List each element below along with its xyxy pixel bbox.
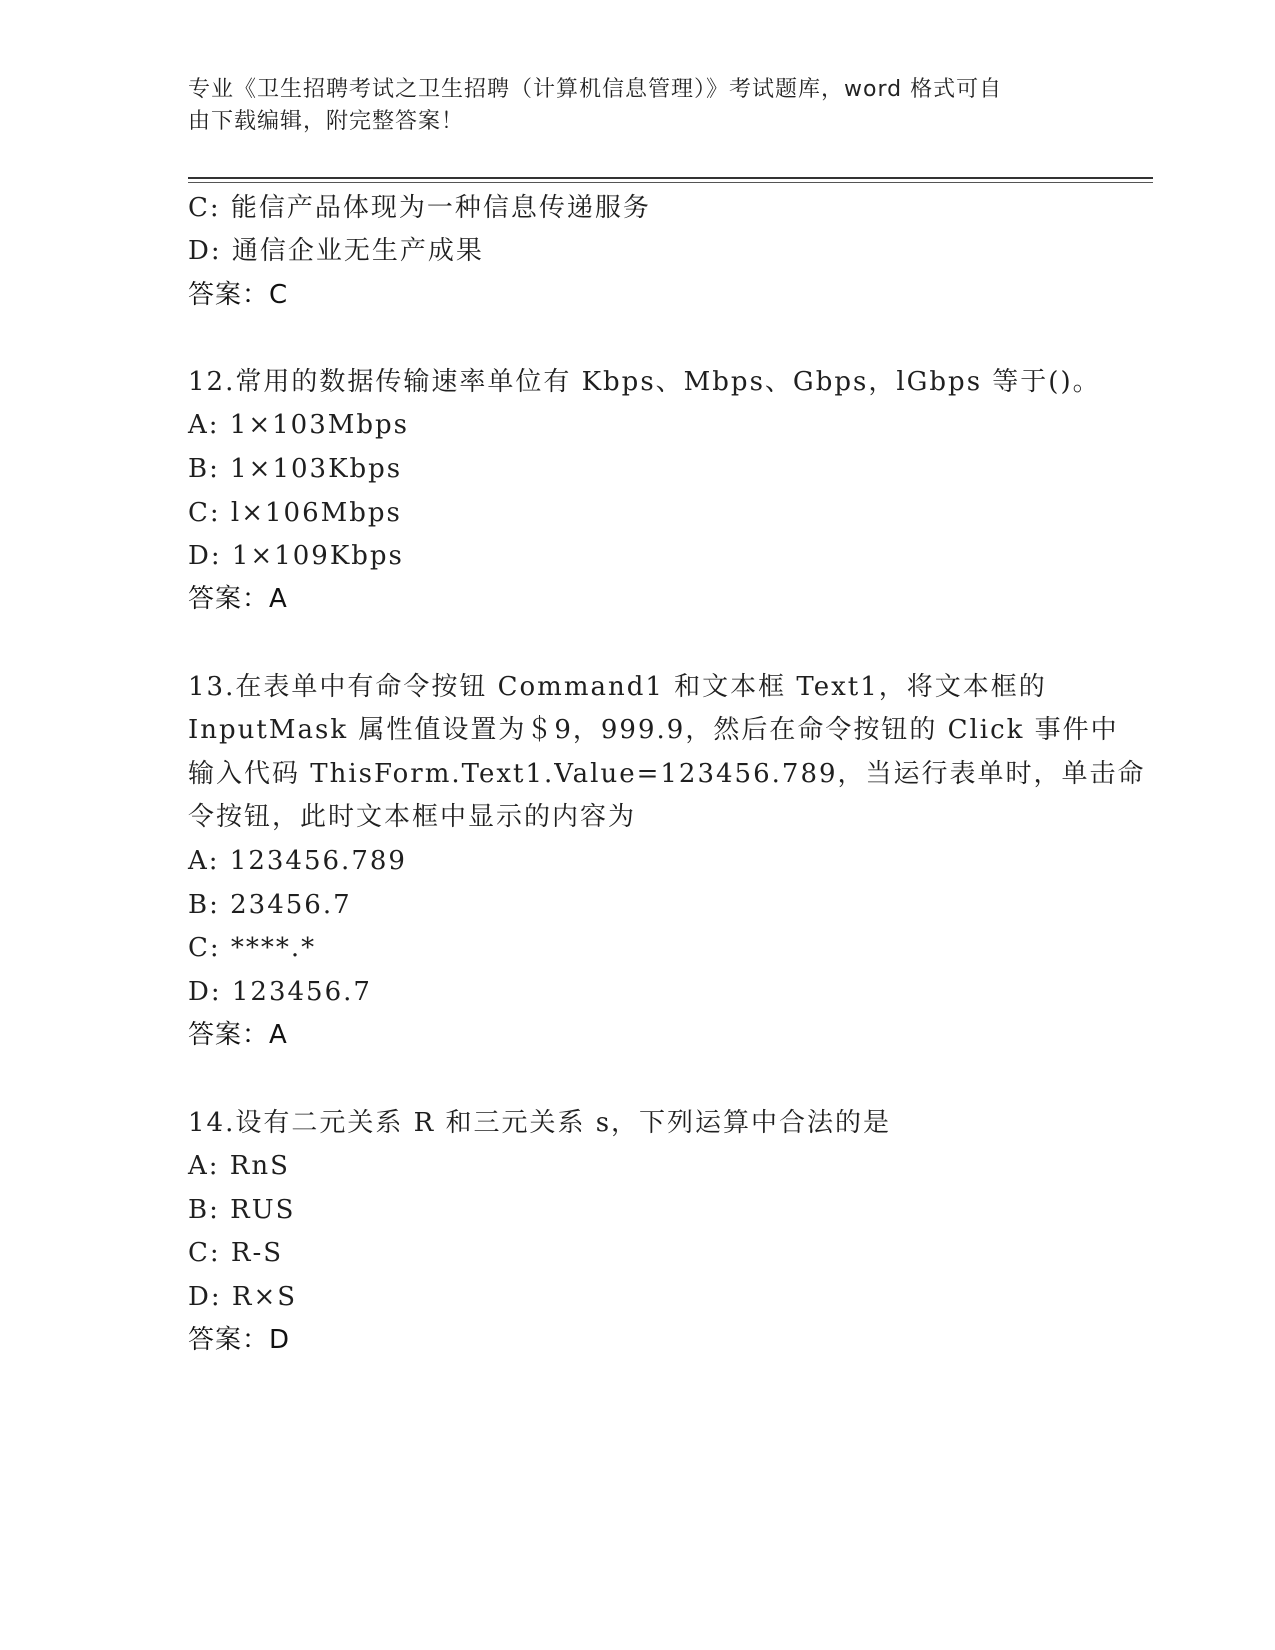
q14-option-b: B: RUS bbox=[188, 1195, 296, 1225]
document-header bbox=[188, 74, 1088, 138]
q13-stem-line-4: 令按钮，此时文本框中显示的内容为 bbox=[188, 802, 637, 832]
q13-stem-line-3: 输入代码 ThisForm.Text1.Value=123456.789，当运行表单时，单击命 bbox=[188, 759, 1146, 789]
q14-answer: 答案：D bbox=[188, 1325, 291, 1355]
header-rule-thick bbox=[188, 177, 1153, 179]
q13-option-b: B: 23456.7 bbox=[188, 890, 352, 920]
q12-option-d: D: 1×109Kbps bbox=[188, 541, 404, 571]
q14-stem: 14.设有二元关系 R 和三元关系 s，下列运算中合法的是 bbox=[188, 1108, 892, 1138]
header-line-2: 由下载编辑，附完整答案！ bbox=[188, 109, 465, 134]
header-rule-thin bbox=[188, 182, 1153, 183]
q13-stem-line-1: 13.在表单中有命令按钮 Command1 和文本框 Text1，将文本框的 bbox=[188, 672, 1047, 702]
q12-option-a: A: 1×103Mbps bbox=[188, 410, 410, 440]
q14-option-d: D: R×S bbox=[188, 1282, 298, 1312]
q13-option-a: A: 123456.789 bbox=[188, 846, 407, 876]
q14-option-a: A: RnS bbox=[188, 1151, 290, 1181]
continued-option-d: D: 通信企业无生产成果 bbox=[188, 236, 484, 266]
header-line-1: 专业《卫生招聘考试之卫生招聘（计算机信息管理）》考试题库，word 格式可自 bbox=[188, 77, 1003, 102]
q12-option-b: B: 1×103Kbps bbox=[188, 454, 403, 484]
continued-answer: 答案：C bbox=[188, 280, 289, 310]
q12-stem: 12.常用的数据传输速率单位有 Kbps、Mbps、Gbps，lGbps 等于()。 bbox=[188, 367, 1101, 397]
q13-answer: 答案：A bbox=[188, 1020, 288, 1050]
q13-stem-line-2: InputMask 属性值设置为＄9，999.9，然后在命令按钮的 Click 事件中 bbox=[188, 715, 1119, 745]
q12-option-c: C: l×106Mbps bbox=[188, 498, 402, 528]
q12-answer: 答案：A bbox=[188, 584, 288, 614]
q13-option-c: C: ****.* bbox=[188, 933, 317, 963]
q13-option-d: D: 123456.7 bbox=[188, 977, 372, 1007]
q14-option-c: C: R-S bbox=[188, 1238, 284, 1268]
continued-option-c: C: 能信产品体现为一种信息传递服务 bbox=[188, 193, 651, 223]
